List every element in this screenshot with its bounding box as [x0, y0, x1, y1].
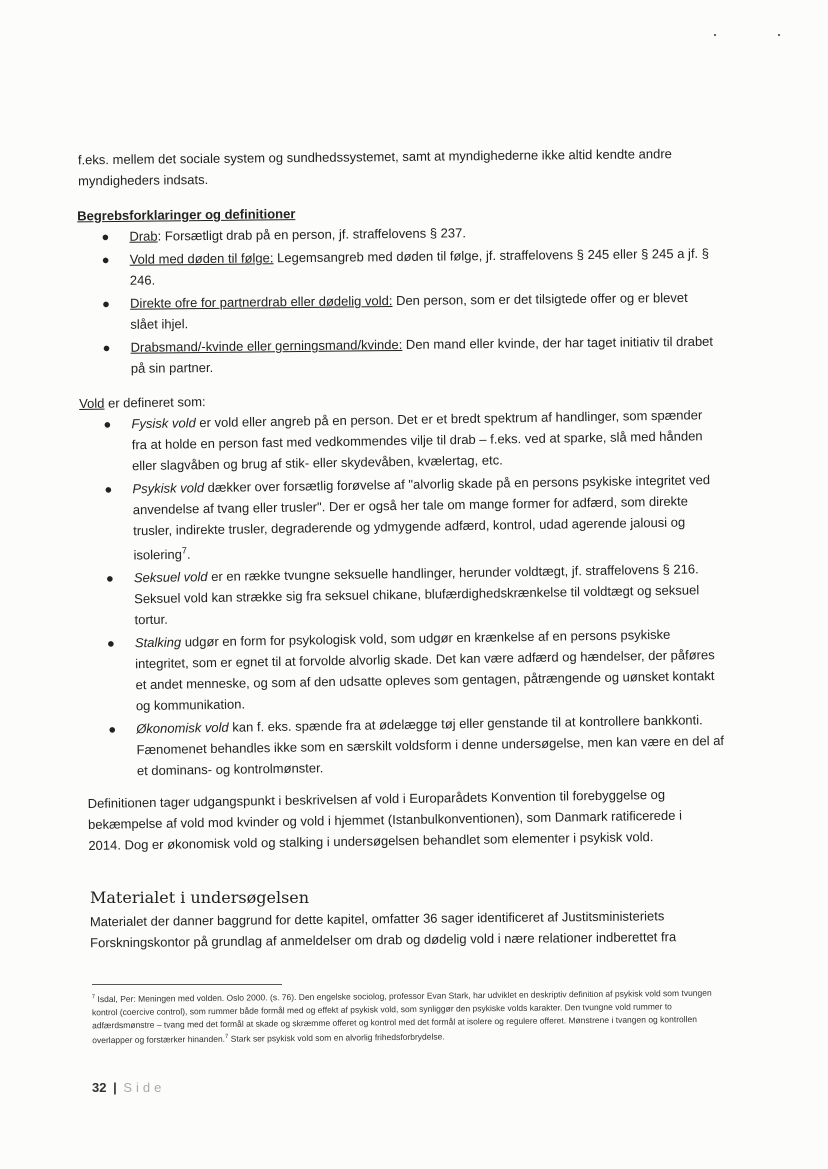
bullet-icon: ● [101, 252, 110, 268]
definition-term: Vold med døden til følge: [129, 250, 274, 267]
definition-text: Den person, som er det tilsigtede offer og er blevet slået ihjel. [130, 289, 688, 332]
definition-text: Legemsangreb med døden til følge, jf. straffelovens § 245 eller § 245 a jf. § 246. [129, 245, 710, 288]
bullet-icon: ● [104, 481, 113, 497]
footnote-mark: 7 [91, 994, 96, 1001]
list-item [80, 469, 721, 566]
paragraph-text: Definitionen tager udgangspunkt i beskrivelsen af vold i Europarådets Konvention til forebyggelse og bekæmpelse af vold mod kvinder og vold i hjemmet (Istanbulkonventionen), som Danmark ratificerede i 2014. Dog er økonomisk vold og stalking i undersøgelsen behandlet som elementer i psykisk vold. [87, 786, 683, 853]
definitions-heading: Begrebsforklaringer og definitioner [77, 206, 296, 224]
bullet-icon: ● [101, 229, 110, 245]
definition-text: Den mand eller kvinde, der har taget initiativ til drabet på sin partner. [130, 333, 714, 376]
list-item [83, 623, 724, 717]
bullet-icon: ● [106, 635, 115, 651]
vold-type-tail: . [186, 546, 191, 562]
footnote-divider [92, 984, 282, 985]
bullet-icon: ● [102, 340, 111, 356]
definition-term: Drabsmand/-kvinde eller gerningsmand/kvinde: [130, 336, 403, 355]
page-number-separator: | [113, 1080, 117, 1095]
footnote-tail: Stark ser psykisk vold som en alvorlig frihedsforbrydelse. [228, 1031, 445, 1044]
page-number-value: 32 [92, 1080, 107, 1095]
vold-type-text: kan f. eks. spænde fra at ødelægge tøj eller genstande til at kontrollere bankkonti. Fænomenet behandles ikke som en særskilt voldsform i denne undersøgelse, men kan være en del af et dominans- og kontrolmønster. [136, 712, 725, 779]
list-item [82, 558, 723, 631]
definitions-list [77, 220, 719, 380]
intro-line: f.eks. mellem det sociale system og sundhedssystemet, samt at myndighederne ikke altid kendte andre [77, 146, 672, 168]
vold-type-term: Økonomisk vold [136, 720, 229, 737]
definition-text: Forsætligt drab på en person, jf. straffelovens § 237. [161, 225, 467, 244]
vold-type-term: Seksuel vold [133, 569, 208, 586]
definitions-section [77, 199, 719, 382]
vold-section [79, 383, 725, 784]
definition-sep: : [157, 228, 162, 244]
footnote [92, 985, 733, 1047]
bullet-icon: ● [102, 296, 111, 312]
intro-paragraph [78, 143, 718, 192]
vold-type-term: Fysisk vold [131, 415, 196, 432]
page-number [92, 1080, 165, 1095]
vold-type-text: dækker over forsætlig forøvelse af "alvorlig skade på en persons psykiske integritet ved anvendelse af tvang eller trusler". Der er også her tale om mange former for adfærd, som direkte trusler, indirekte trusler, degraderende og ydmygende adfærd, kontrol, udad agerende jalousi og isolering [132, 472, 711, 563]
vold-type-text: udgør en form for psykologisk vold, som udgør en krænkelse af en persons psykiske integritet, som er egnet til at forvolde alvorlig skade. Det kan være adfærd og hændelser, der påføres et andet menneske, og som af den udsatte opleves som gentagen, påtrængende og uønsket kontakt og kommunikation. [135, 627, 715, 714]
bullet-icon: ● [103, 416, 112, 432]
page-label: Side [123, 1080, 166, 1095]
vold-type-text: er en række tvungne seksuelle handlinger, herunder voldtægt, jf. straffelovens § 216. Seksuel vold kan strække sig fra seksuel chikane, blufærdighedskrænkelse til voldtægt og seksuel tortur. [134, 561, 700, 628]
section-title: Materialet i undersøgelsen [90, 888, 310, 907]
definition-term: Direkte ofre for partnerdrab eller dødelig vold: [130, 293, 393, 311]
scan-speck [778, 34, 780, 36]
footnote-ref: 7 [181, 545, 187, 556]
vold-type-term: Stalking [134, 634, 182, 651]
list-item [78, 287, 718, 336]
vold-term: Vold [79, 395, 105, 412]
vold-intro-rest: er defineret som: [104, 394, 206, 411]
list-item [84, 709, 725, 782]
vold-list [79, 404, 725, 782]
definition-paragraph [88, 783, 719, 856]
vold-type-text: er vold eller angreb på en person. Det er et bredt spektrum af handlinger, som spænder fra at holde en person fast med vedkommendes vilje til drab – f.eks. ved at sparke, slå med hånden eller slagvåben og brug af stik- eller skydevåben, kvælertag, etc. [131, 407, 703, 474]
scan-speck [714, 34, 716, 36]
list-item [79, 404, 720, 477]
definition-term: Drab [129, 228, 158, 244]
section-paragraph [90, 905, 720, 954]
bullet-icon: ● [108, 721, 117, 737]
footnote-ref: 7 [224, 1033, 229, 1040]
paragraph-text: Materialet der danner baggrund for dette kapitel, omfatter 36 sager identificeret af Justitsministeriets Forskningskontor på grundlag af anmeldelser om drab og dødelig vold i nære relationer indberettet fra [89, 908, 677, 951]
intro-line: myndigheders indsats. [78, 171, 209, 189]
list-item [78, 243, 718, 292]
list-item [78, 331, 718, 380]
bullet-icon: ● [105, 570, 114, 586]
vold-type-term: Psykisk vold [132, 480, 205, 497]
footnote-text: Isdal, Per: Meningen med volden. Oslo 2000. (s. 76). Den engelske sociolog, professor Evan Stark, har udviklet en deskriptiv definition af psykisk vold som tvungen kontrol (coercive control), som rummer både formål med og effekt af psykisk vold, som synliggør den psykiske volds karakter. Den tvungne vold rummer to adfærdsmønstre – tvang med det formål at skade og skræmme offeret og kontrol med det formål at isolere og regulere offeret. Mønstrene i tvangen og kontrollen overlapper og forstærker hinanden. [91, 987, 712, 1046]
